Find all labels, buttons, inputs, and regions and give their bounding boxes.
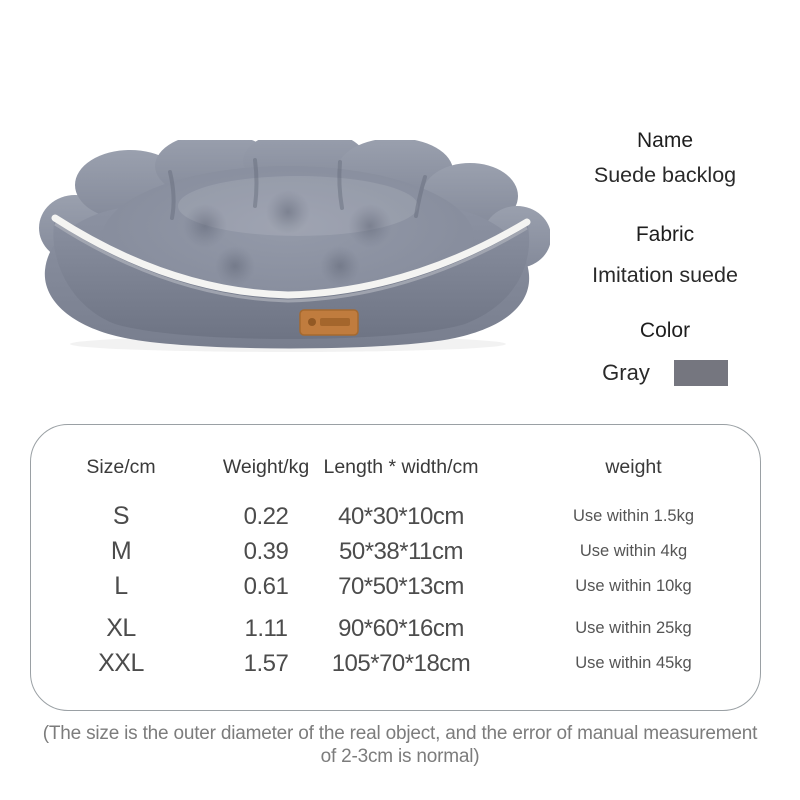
table-row	[31, 646, 760, 681]
size-table-header	[31, 451, 760, 483]
pet-bed-illustration	[30, 140, 550, 355]
brand-tag	[300, 310, 358, 335]
cell-size: L	[114, 572, 128, 600]
name-value: Suede backlog	[593, 163, 737, 187]
cell-dimensions: 105*70*18cm	[331, 649, 471, 677]
cell-weight: 1.11	[244, 614, 288, 642]
cell-weight: 1.57	[243, 649, 289, 677]
cell-capacity: Use within 25kg	[575, 619, 692, 637]
header-size: Size/cm	[86, 455, 156, 478]
cell-weight: 0.39	[243, 537, 289, 565]
table-row	[31, 534, 760, 569]
table-row	[31, 611, 760, 646]
fabric-label: Fabric	[635, 223, 695, 246]
cell-size: XL	[106, 614, 136, 642]
fabric-value: Imitation suede	[592, 263, 738, 287]
size-table	[30, 424, 761, 711]
name-label: Name	[636, 129, 694, 152]
cell-dimensions: 70*50*13cm	[338, 572, 464, 600]
header-capacity: weight	[605, 455, 662, 478]
header-dimensions: Length * width/cm	[323, 455, 479, 478]
cell-dimensions: 90*60*16cm	[338, 614, 464, 642]
cell-weight: 0.22	[243, 502, 289, 530]
cell-dimensions: 40*30*10cm	[338, 502, 464, 530]
gray-color-swatch	[674, 360, 728, 386]
cell-capacity: Use within 45kg	[575, 654, 692, 672]
cell-capacity: Use within 4kg	[579, 542, 688, 560]
color-row	[554, 360, 776, 386]
table-row	[31, 499, 760, 534]
cell-capacity: Use within 1.5kg	[572, 507, 695, 525]
color-value: Gray	[602, 360, 650, 385]
header-weight-kg: Weight/kg	[222, 455, 310, 478]
measurement-footnote: (The size is the outer diameter of the real object, and the error of manual measurement of 2-3cm is normal)	[42, 723, 758, 767]
color-label: Color	[639, 319, 691, 342]
product-photo-pet-bed	[30, 140, 550, 355]
cell-size: XXL	[98, 649, 144, 677]
cell-size: M	[110, 537, 132, 565]
cell-capacity: Use within 10kg	[575, 577, 692, 595]
cell-dimensions: 50*38*11cm	[339, 537, 463, 565]
cell-weight: 0.61	[243, 572, 289, 600]
cell-size: S	[112, 502, 130, 530]
table-row	[31, 569, 760, 604]
